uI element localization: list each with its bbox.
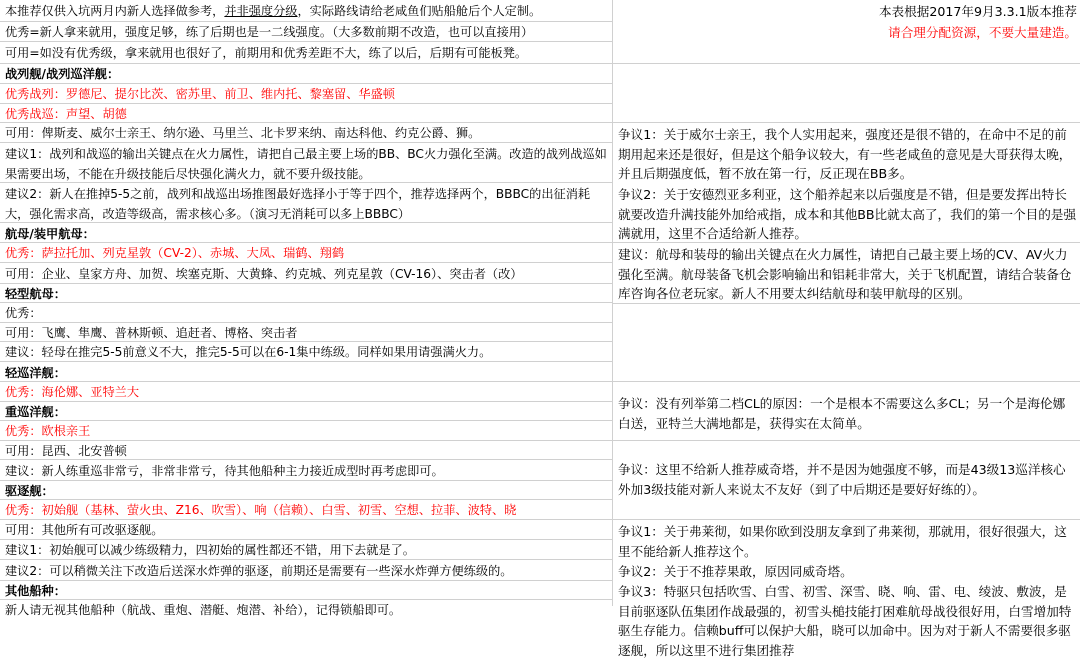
bb-tip-2: 建议2：新人在推掉5-5之前，战列和战巡出场推图最好选择小于等于四个，推荐选择两个，BBBC的出征消耗大，强化需求高，改造等级高，需求核心多。（演习无消耗可以多上BBBC） <box>0 183 612 223</box>
cl-excellent: 优秀：海伦娜、亚特兰大 <box>0 382 612 402</box>
dd-excellent: 优秀：初始舰（基林、萤火虫、Z16、吹雪）、响（信赖）、白雪、初雪、空想、拉菲、波特、晓 <box>0 500 612 520</box>
ca-heading: 重巡洋舰： <box>0 402 612 421</box>
cv-tip: 建议：航母和装母的输出关键点在火力属性，请把自己最主要上场的CV、AV火力强化至满。航母装备飞机会影响输出和铝耗非常大，关于飞机配置，请结合装备仓库咨询各位老玩家。新人不用要太纠结航母和装甲航母的区别。 <box>613 243 1080 304</box>
bb-excellent: 优秀战列：罗德尼、提尔比茨、密苏里、前卫、维内托、黎塞留、华盛顿 <box>0 84 612 104</box>
intro-cell <box>0 0 612 22</box>
dd-tip-1: 建议1：初始舰可以减少练级精力，四初始的属性都还不错，用下去就是了。 <box>0 540 612 560</box>
dd-dispute-1: 争议1：关于弗莱彻，如果你欧到没朋友拿到了弗莱彻，那就用，很好很强大，这里不能给新人推荐这个。 <box>618 524 1067 559</box>
dd-tip-2: 建议2：可以稍微关注下改造后送深水炸弹的驱逐，前期还是需要有一些深水炸弹方便练级的。 <box>0 560 612 581</box>
cvl-tip: 建议：轻母在推完5-5前意义不大，推完5-5可以在6-1集中练级。同样如果用请强满火力。 <box>0 342 612 362</box>
bb-dispute-1: 争议1：关于威尔士亲王，我个人实用起来，强度还是很不错的，在命中不足的前期用起来还是很好，但是这个船争议较大，有一些老咸鱼的意见是大哥获得太晚，并且后期强度低，暂不放在第一行，反正现在BB多。 <box>618 127 1072 181</box>
cl-dispute: 争议：没有列举第二档CL的原因：一个是根本不需要这么多CL；另一个是海伦娜白送，亚特兰大满地都是，获得实在太简单。 <box>613 382 1080 441</box>
cl-heading: 轻巡洋舰： <box>0 362 612 382</box>
cv-excellent: 优秀：萨拉托加、列克星敦（CV-2）、赤城、大凤、瑞鹤、翔鹤 <box>0 243 612 263</box>
resource-warning: 请合理分配资源，不要大量建造。 <box>888 25 1077 40</box>
cvl-heading: 轻型航母： <box>0 284 612 303</box>
version-note: 本表根据2017年9月3.3.1版本推荐 <box>878 4 1077 19</box>
right-empty-3 <box>613 304 1080 382</box>
cv-heading: 航母/装甲航母： <box>0 223 612 243</box>
dd-dispute-2: 争议2：关于不推荐果敢，原因同威奇塔。 <box>618 564 853 579</box>
right-column <box>612 0 1080 658</box>
def-excellent: 优秀=新人拿来就用，强度足够，练了后期也是一二线强度。（大多数前期不改造，也可以直接用） <box>0 22 612 42</box>
right-empty-1 <box>613 42 1080 64</box>
dd-heading: 驱逐舰： <box>0 481 612 500</box>
bc-excellent: 优秀战巡：声望、胡德 <box>0 104 612 123</box>
other-text: 新人请无视其他船种（航战、重炮、潜艇、炮潜、补给），记得锁船即可。 <box>5 603 402 617</box>
ca-dispute: 争议：这里不给新人推荐威奇塔，并不是因为她强度不够，而是43级13巡洋核心外加3级技能对新人来说太不友好（到了中后期还是要好好练的）。 <box>613 441 1080 520</box>
ca-usable: 可用：昆西、北安普顿 <box>0 441 612 460</box>
dd-usable: 可用：其他所有可改驱逐舰。 <box>0 520 612 540</box>
cvl-usable: 可用：飞鹰、隼鹰、普林斯顿、追赶者、博格、突击者 <box>0 323 612 342</box>
bb-tip-1: 建议1：战列和战巡的输出关键点在火力属性，请把自己最主要上场的BB、BC火力强化至满。改造的战列战巡如果需要出场，不能在升级技能后尽快强化满火力，就不要升级技能。 <box>0 143 612 183</box>
cvl-excellent: 优秀： <box>0 303 612 323</box>
ca-tip: 建议：新人练重巡非常亏，非常非常亏，待其他船种主力接近成型时再考虑即可。 <box>0 460 612 481</box>
bb-usable: 可用：俾斯麦、威尔士亲王、纳尔逊、马里兰、北卡罗来纳、南达科他、约克公爵、狮。 <box>0 123 612 143</box>
cv-usable: 可用：企业、皇家方舟、加贺、埃塞克斯、大黄蜂、约克城、列克星敦（CV-16）、突击者（改） <box>0 263 612 284</box>
intro-text-2: ，实际路线请给老咸鱼们贴船舱后个人定制。 <box>297 4 542 18</box>
bb-heading: 战列舰/战列巡洋舰： <box>0 64 612 84</box>
other-heading: 其他船种： <box>0 581 612 600</box>
intro-text-1: 本推荐仅供入坑两月内新人选择做参考， <box>5 4 225 18</box>
dd-dispute-3: 争议3：特驱只包括吹雪、白雪、初雪、深雪、晓、响、雷、电、绫波、敷波，是目前驱逐队伍集团作战最强的，初雪头槌技能打困难航母战役很好用，白雪增加特驱生存能力。信赖buff可以保护大船，晓可以加命中。因为对于新人不需要很多驱逐舰，所以这里不进行集团推荐 <box>618 584 1072 658</box>
def-usable: 可用=如没有优秀级，拿来就用也很好了，前期用和优秀差距不大，练了以后，后期有可能板凳。 <box>0 42 612 64</box>
right-empty-2 <box>613 64 1080 123</box>
intro-underlined: 并非强度分级 <box>224 4 298 18</box>
bb-dispute-2: 争议2：关于安德烈亚多利亚，这个船养起来以后强度是不错，但是要发挥出特长就要改造升满技能外加给戒指，成本和其他BB比就太高了，我们的第一个目的是强满就用，这里不合适给新人推荐。 <box>613 183 1080 243</box>
ca-excellent: 优秀：欧根亲王 <box>0 421 612 441</box>
